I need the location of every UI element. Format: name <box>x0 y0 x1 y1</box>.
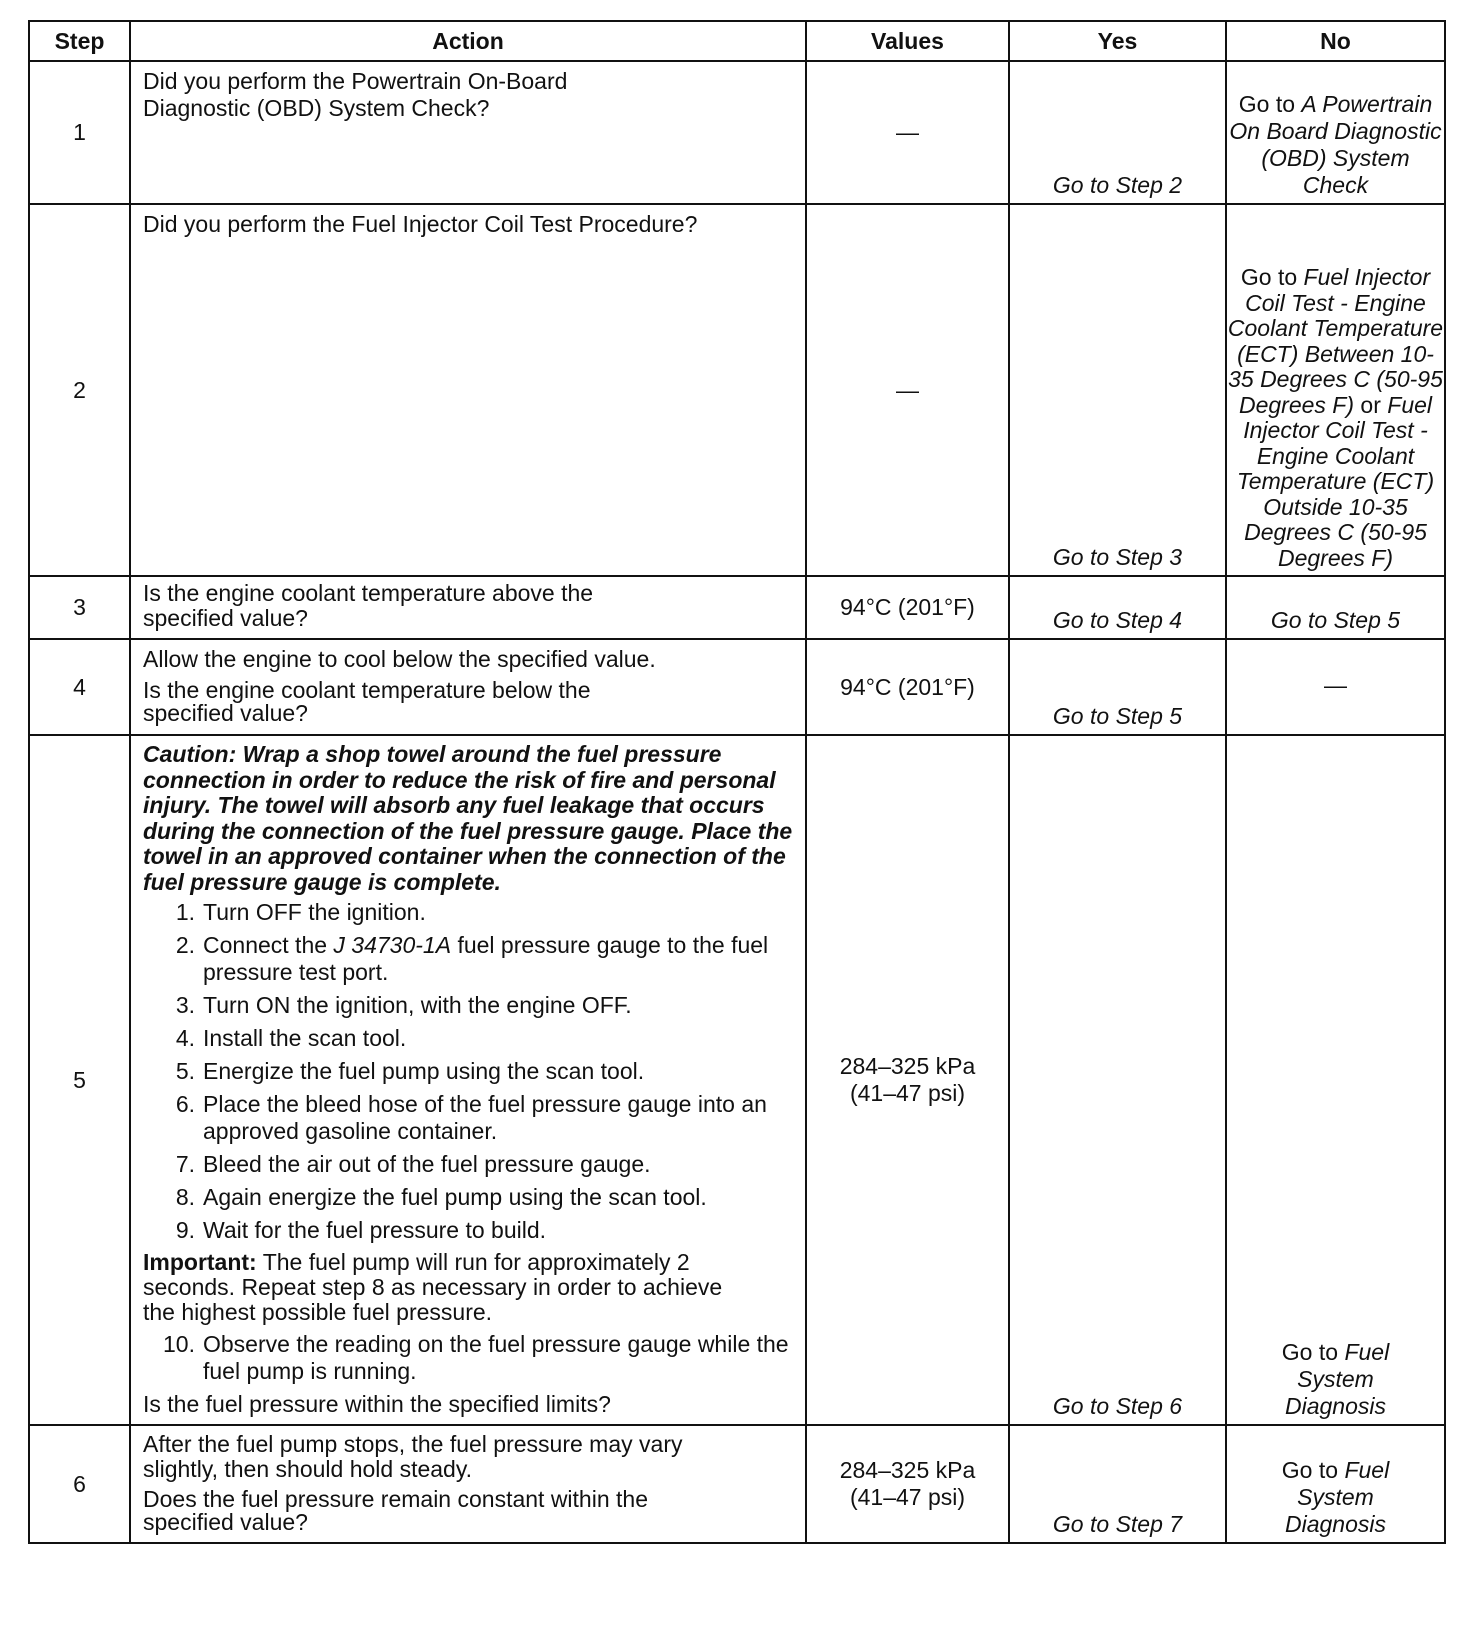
header-row <box>29 21 1445 61</box>
list-text-pre: Connect the <box>203 932 334 958</box>
no-link-outside[interactable]: Fuel Injector Coil Test - Engine Coolant Temperature (ECT) Outside 10-35 Degrees C (50-95 Degrees F) <box>1236 391 1435 571</box>
list-item <box>143 1217 795 1244</box>
no-cell <box>1226 735 1445 1425</box>
important-text: The fuel pump will run for approximately 2 seconds. Repeat step 8 as necessary in order to achieve the highest possible fuel pressure. <box>143 1249 723 1325</box>
procedure-list-continued <box>143 1331 795 1385</box>
action-text: Did you perform the Powertrain On-Board Diagnostic (OBD) System Check? <box>143 68 568 121</box>
step-number: 4 <box>29 639 130 735</box>
list-item <box>143 899 795 926</box>
list-text: Place the bleed hose of the fuel pressure gauge into an approved gasoline container. <box>203 1091 767 1144</box>
action-question: Is the fuel pressure within the specified limits? <box>143 1391 611 1417</box>
list-text-post: fuel pressure gauge to the fuel pressure test port. <box>203 932 769 985</box>
list-number: 8. <box>175 1184 195 1210</box>
list-number: 2. <box>175 932 195 958</box>
yes-link[interactable]: Go to Step 7 <box>1009 1425 1226 1543</box>
action-question: Is the engine coolant temperature below the specified value? <box>143 677 591 726</box>
diagnostic-table <box>28 20 1446 1544</box>
no-link[interactable]: Fuel System Diagnosis <box>1285 1339 1390 1419</box>
list-text: Install the scan tool. <box>203 1025 407 1051</box>
header-values: Values <box>806 21 1009 61</box>
header-step: Step <box>29 21 130 61</box>
values-cell <box>806 1425 1009 1543</box>
list-number: 9. <box>175 1217 195 1243</box>
list-item <box>143 1331 795 1385</box>
pressure-psi: (41–47 psi) <box>849 1080 966 1106</box>
list-number: 1. <box>175 899 195 925</box>
action-cell <box>130 61 806 204</box>
list-text: Bleed the air out of the fuel pressure gauge. <box>203 1151 651 1177</box>
yes-link[interactable]: Go to Step 6 <box>1009 735 1226 1425</box>
yes-link[interactable]: Go to Step 5 <box>1009 639 1226 735</box>
yes-link[interactable]: Go to Step 2 <box>1009 61 1226 204</box>
no-link[interactable]: Fuel System Diagnosis <box>1285 1457 1390 1537</box>
list-number: 4. <box>175 1025 195 1051</box>
action-cell <box>130 1425 806 1543</box>
step-number: 1 <box>29 61 130 204</box>
pressure-kpa: 284–325 kPa <box>839 1053 976 1079</box>
list-item <box>143 1151 795 1178</box>
table-row-step-1 <box>29 61 1445 204</box>
action-cell <box>130 639 806 735</box>
list-text: Energize the fuel pump using the scan tool. <box>203 1058 645 1084</box>
step-number: 5 <box>29 735 130 1425</box>
action-cell <box>130 576 806 639</box>
list-item <box>143 1091 795 1145</box>
header-yes: Yes <box>1009 21 1226 61</box>
list-number: 10. <box>163 1331 195 1357</box>
no-prefix: Go to <box>1281 1339 1345 1365</box>
table-row-step-4 <box>29 639 1445 735</box>
action-text: Allow the engine to cool below the specified value. <box>143 646 656 672</box>
tool-link[interactable]: J 34730-1A <box>333 932 452 958</box>
no-prefix: Go to <box>1238 91 1302 117</box>
action-cell <box>130 204 806 576</box>
values-cell <box>806 735 1009 1425</box>
table-row-step-5 <box>29 735 1445 1425</box>
list-item <box>143 1025 795 1052</box>
list-text: Again energize the fuel pump using the scan tool. <box>203 1184 707 1210</box>
step-number: 6 <box>29 1425 130 1543</box>
list-item <box>143 1184 795 1211</box>
values-cell: — <box>806 61 1009 204</box>
header-action: Action <box>130 21 806 61</box>
yes-link[interactable]: Go to Step 3 <box>1009 204 1226 576</box>
list-text: Observe the reading on the fuel pressure gauge while the fuel pump is running. <box>203 1331 789 1384</box>
table-row-step-6 <box>29 1425 1445 1543</box>
no-cell <box>1226 1425 1445 1543</box>
step-number: 3 <box>29 576 130 639</box>
values-cell: — <box>806 204 1009 576</box>
pressure-kpa: 284–325 kPa <box>839 1457 976 1483</box>
action-text: Is the engine coolant temperature above the specified value? <box>143 580 594 631</box>
no-link[interactable]: A Powertrain On Board Diagnostic (OBD) System Check <box>1229 91 1442 198</box>
list-text: Wait for the fuel pressure to build. <box>203 1217 547 1243</box>
table-row-step-2 <box>29 204 1445 576</box>
important-note <box>143 1250 795 1325</box>
list-number: 7. <box>175 1151 195 1177</box>
action-text: After the fuel pump stops, the fuel pressure may vary slightly, then should hold steady. <box>143 1431 683 1482</box>
list-item <box>143 992 795 1019</box>
important-label: Important: <box>143 1249 257 1275</box>
no-prefix: Go to <box>1240 264 1304 290</box>
list-item <box>143 932 795 986</box>
action-question: Does the fuel pressure remain constant within the specified value? <box>143 1486 648 1535</box>
caution-text: Caution: Wrap a shop towel around the fuel pressure connection in order to reduce the risk of fire and personal injury. The towel will absorb any fuel leakage that occurs during the connection of the fuel pressure gauge. Place the towel in an approved container when the connection of the fuel pressure gauge is complete. <box>143 741 793 895</box>
list-number: 5. <box>175 1058 195 1084</box>
action-text: Did you perform the Fuel Injector Coil Test Procedure? <box>143 211 698 237</box>
list-text: Turn OFF the ignition. <box>203 899 426 925</box>
values-cell: 94°C (201°F) <box>806 639 1009 735</box>
values-cell: 94°C (201°F) <box>806 576 1009 639</box>
no-cell <box>1226 204 1445 576</box>
table-row-step-3 <box>29 576 1445 639</box>
list-text: Turn ON the ignition, with the engine OFF. <box>203 992 632 1018</box>
action-cell <box>130 735 806 1425</box>
no-link[interactable]: Go to Step 5 <box>1226 576 1445 639</box>
no-cell <box>1226 61 1445 204</box>
step-number: 2 <box>29 204 130 576</box>
list-number: 3. <box>175 992 195 1018</box>
list-number: 6. <box>175 1091 195 1117</box>
no-cell: — <box>1226 639 1445 735</box>
yes-link[interactable]: Go to Step 4 <box>1009 576 1226 639</box>
procedure-list <box>143 899 795 1244</box>
list-text <box>203 932 795 986</box>
header-no: No <box>1226 21 1445 61</box>
list-item <box>143 1058 795 1085</box>
no-link-between[interactable]: Fuel Injector Coil Test - Engine Coolant Temperature (ECT) Between 10-35 Degrees C (50-95 Degrees F) <box>1227 264 1444 418</box>
no-prefix: Go to <box>1281 1457 1345 1483</box>
pressure-psi: (41–47 psi) <box>849 1484 966 1510</box>
no-or: or <box>1354 391 1388 418</box>
